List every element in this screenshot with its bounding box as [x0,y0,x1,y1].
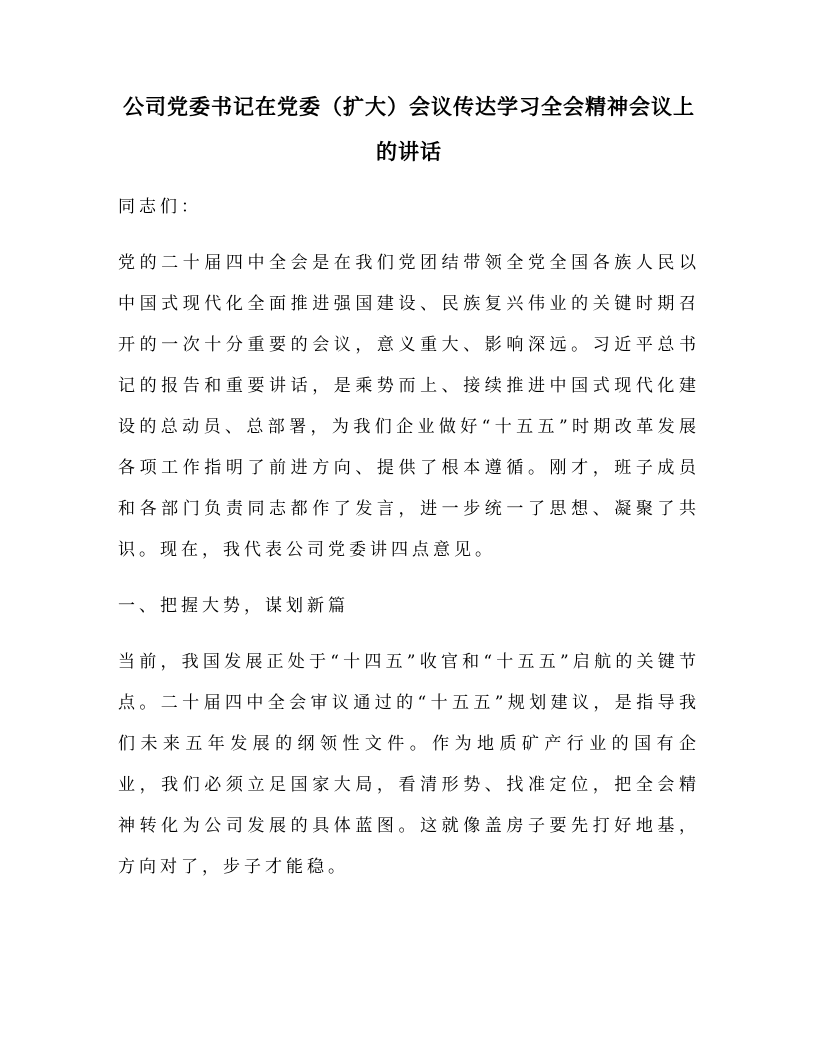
salutation: 同志们： [118,197,202,217]
section-heading-1: 一、把握大势，谋划新篇 [118,596,349,616]
body-paragraph-2: 当前，我国发展正处于“十四五”收官和“十五五”启航的关键节点。二十届四中全会审议通过的“十五五”规划建议，是指导我们未来五年发展的纲领性文件。作为地质矿产行业的国有企业，我们必须立足国家大局，看清形势、找准定位，把全会精神转化为公司发展的具体蓝图。这就像盖房子要先打好地基，方向对了，步子才能稳。 [118,652,700,877]
body-paragraph-1: 党的二十届四中全会是在我们党团结带领全党全国各族人民以中国式现代化全面推进强国建设、民族复兴伟业的关键时期召开的一次十分重要的会议，意义重大、影响深远。习近平总书记的报告和重要讲话，是乘势而上、接续推进中国式现代化建设的总动员、总部署，为我们企业做好“十五五”时期改革发展各项工作指明了前进方向、提供了根本遵循。刚才，班子成员和各部门负责同志都作了发言，进一步统一了思想、凝聚了共识。现在，我代表公司党委讲四点意见。 [118,253,700,560]
document-title: 公司党委书记在党委（扩大）会议传达学习全会精神会议上的讲话 [123,94,695,164]
